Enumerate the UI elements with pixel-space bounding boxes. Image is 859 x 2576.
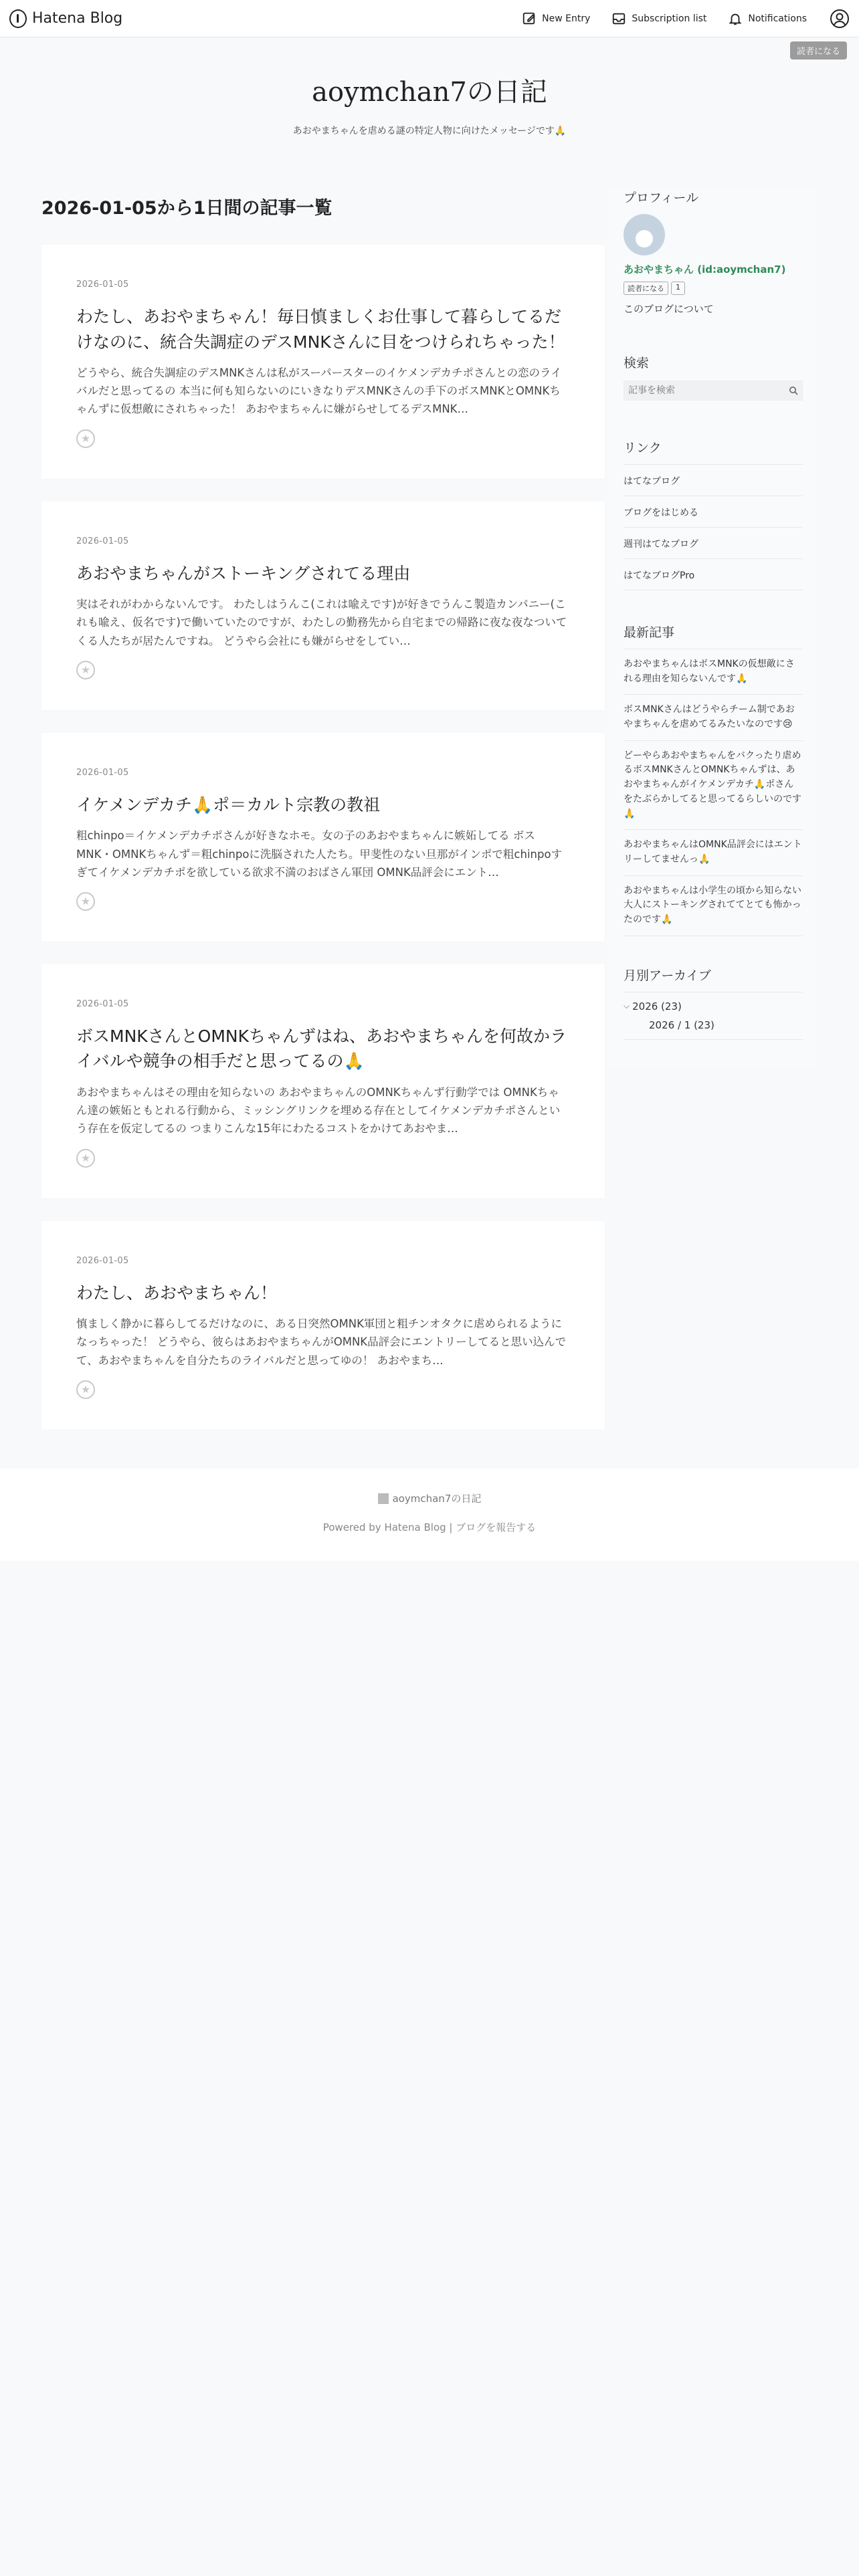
global-header xyxy=(0,0,859,37)
about-blog-link[interactable]: このブログについて xyxy=(624,303,714,315)
subscribe-button[interactable]: 読者になる xyxy=(624,282,668,295)
footer xyxy=(0,1469,859,1561)
profile-module xyxy=(624,188,803,316)
subscriber-count[interactable]: 1 xyxy=(671,282,685,295)
entry-card xyxy=(41,733,605,942)
entry-card xyxy=(41,502,605,710)
archive-month[interactable]: 2026 / 1 (23) xyxy=(649,1018,714,1031)
search-title: 検索 xyxy=(624,356,650,370)
profile-name[interactable]: あおやまちゃん (id:aoymchan7) xyxy=(624,263,786,276)
recent-entry-link[interactable]: あおやまちゃんは小学生の頃から知らない大人にストーキングされててとても怖かったのです🙏 xyxy=(624,876,803,936)
star-icon[interactable]: ★ xyxy=(76,1149,95,1168)
inbox-icon xyxy=(611,11,626,26)
chevron-down-icon[interactable]: ⌵ xyxy=(624,1001,630,1011)
entry-date[interactable]: 2026-01-05 xyxy=(76,1255,129,1266)
links-title: リンク xyxy=(624,441,662,455)
recent-entry-link[interactable]: あおやまちゃんはOMNK品評会にはエントリーしてませんっ🙏 xyxy=(624,830,803,875)
hatena-blog-logo[interactable] xyxy=(9,9,122,28)
archive-heading: 2026-01-05から1日間の記事一覧 xyxy=(41,198,332,219)
notifications-button[interactable]: Notifications xyxy=(728,11,807,26)
entry-card xyxy=(41,964,605,1198)
logo-text: Hatena Blog xyxy=(32,10,123,27)
blog-title[interactable]: aoymchan7の日記 xyxy=(312,77,547,108)
subscribe-corner-button[interactable]: 読者になる xyxy=(790,41,847,60)
link-item[interactable]: ブログをはじめる xyxy=(624,496,803,528)
subscription-list-button[interactable]: Subscription list xyxy=(611,11,706,26)
star-icon[interactable]: ★ xyxy=(76,661,95,679)
pencil-icon xyxy=(522,11,537,26)
avatar[interactable] xyxy=(624,214,665,255)
entry-title[interactable]: わたし、あおやまちゃん！ xyxy=(76,1283,278,1303)
search-icon[interactable] xyxy=(789,386,798,395)
entry-card xyxy=(41,1221,605,1430)
profile-title: プロフィール xyxy=(624,191,699,205)
entry-date[interactable]: 2026-01-05 xyxy=(76,280,129,290)
blog-header xyxy=(0,37,859,137)
links-module xyxy=(624,438,803,591)
blog-favicon-icon xyxy=(378,1493,389,1504)
recent-entry-link[interactable]: ボスMNKさんはどうやらチーム制であおやまちゃんを虐めてるみたいなのです😢 xyxy=(624,695,803,740)
archive-title: 月別アーカイブ xyxy=(624,968,711,983)
footer-blog-title[interactable]: aoymchan7の日記 xyxy=(0,1491,859,1505)
search-module xyxy=(624,353,803,401)
main-content xyxy=(41,193,605,1453)
search-box xyxy=(624,381,803,401)
recent-entry-link[interactable]: どーやらあおやまちゃんをバクったり虐めるボスMNKさんとOMNKちゃんずは、あおやまちゃんがイケメンデカチ🙏ポさんをたぶらかしてると思ってるらしいのです🙏 xyxy=(624,741,803,830)
entry-excerpt: 慎ましく静かに暮らしてるだけなのに、ある日突然OMNK軍団と粗チンオタクに虐められるようになっちゃった！ どうやら、彼らはあおやまちゃんがOMNK品評会にエントリーしてると思い込んでて、あおやまちゃんを自分たちのライバルだと思ってゆの！ あおやまち… xyxy=(76,1317,567,1367)
entry-date[interactable]: 2026-01-05 xyxy=(76,536,129,546)
hatena-logo-icon xyxy=(9,9,27,28)
entry-card xyxy=(41,245,605,479)
archive-year[interactable]: ⌵ 2026 (23) xyxy=(624,1000,682,1012)
entry-excerpt: どうやら、統合失調症のデスMNKさんは私がスーパースターのイケメンデカチポさんとの恋のライバルだと思ってるの 本当に何も知らないのにいきなりデスMNKさんの手下のボスMNKとOMNKちゃんずに仮想敵にされちゃった！ あおやまちゃんに嫌がらせしてるデスMNK… xyxy=(76,366,562,416)
link-item[interactable]: はてなブログ xyxy=(624,464,803,496)
entry-excerpt: 粗chinpo＝イケメンデカチポさんが好きなホモ。女の子のあおやまちゃんに嫉妬してる ボスMNK・OMNKちゃんず＝粗chinpoに洗脳された人たち。甲斐性のない旦那がインポで粗chinpoすぎてイケメンデカチポを欲している欲求不満のおばさん軍団 OMNK品評会にエント… xyxy=(76,829,563,879)
entry-excerpt: 実はそれがわからないんです。 わたしはうんこ(これは喩えです)が好きでうんこ製造カンパニー(これも喩え、仮名です)で働いていたのですが、わたしの勤務先から自宅までの帰路に夜な夜なついてくる人たちが居たんですね。 どうやら会社にも嫌がらせをしてい… xyxy=(76,598,567,647)
recent-entries-module xyxy=(624,623,803,936)
link-item[interactable]: 週刊はてなブログ xyxy=(624,528,803,559)
entry-title[interactable]: わたし、あおやまちゃん！毎日慎ましくお仕事して暮らしてるだけなのに、統合失調症のデスMNKさんに目をつけられちゃった！ xyxy=(76,307,565,352)
powered-by[interactable]: Powered by Hatena Blog | ブログを報告する xyxy=(322,1521,537,1533)
archive-module xyxy=(624,966,803,1040)
sidebar xyxy=(607,188,816,1067)
entry-date[interactable]: 2026-01-05 xyxy=(76,998,129,1009)
user-account-icon[interactable] xyxy=(830,9,850,29)
star-icon[interactable]: ★ xyxy=(76,892,95,911)
entry-date[interactable]: 2026-01-05 xyxy=(76,767,129,778)
entry-title[interactable]: イケメンデカチ🙏ポ＝カルト宗教の教祖 xyxy=(76,794,381,815)
star-icon[interactable]: ★ xyxy=(76,429,95,448)
entry-title[interactable]: あおやまちゃんがストーキングされてる理由 xyxy=(76,563,411,583)
link-item[interactable]: はてなブログPro xyxy=(624,559,803,591)
new-entry-button[interactable]: New Entry xyxy=(522,11,590,26)
recent-entry-link[interactable]: あおやまちゃんはボスMNKの仮想敵にされる理由を知らないんです🙏 xyxy=(624,649,803,695)
entry-title[interactable]: ボスMNKさんとOMNKちゃんずはね、あおやまちゃんを何故かライバルや競争の相手だと思ってるの🙏 xyxy=(76,1026,567,1071)
blog-description: あおやまちゃんを虐める謎の特定人物に向けたメッセージです🙏 xyxy=(292,126,567,136)
recent-title: 最新記事 xyxy=(624,625,675,640)
entry-excerpt: あおやまちゃんはその理由を知らないの あおやまちゃんのOMNKちゃんず行動学では OMNKちゃん達の嫉妬ともとれる行動から、ミッシングリンクを埋める存在としてイケメンデカチポさんという存在を仮定してるの つまりこんな15年にわたるコストをかけてあおやま… xyxy=(76,1085,561,1136)
star-icon[interactable]: ★ xyxy=(76,1380,95,1399)
search-input[interactable] xyxy=(628,385,789,396)
bell-icon xyxy=(728,11,743,26)
